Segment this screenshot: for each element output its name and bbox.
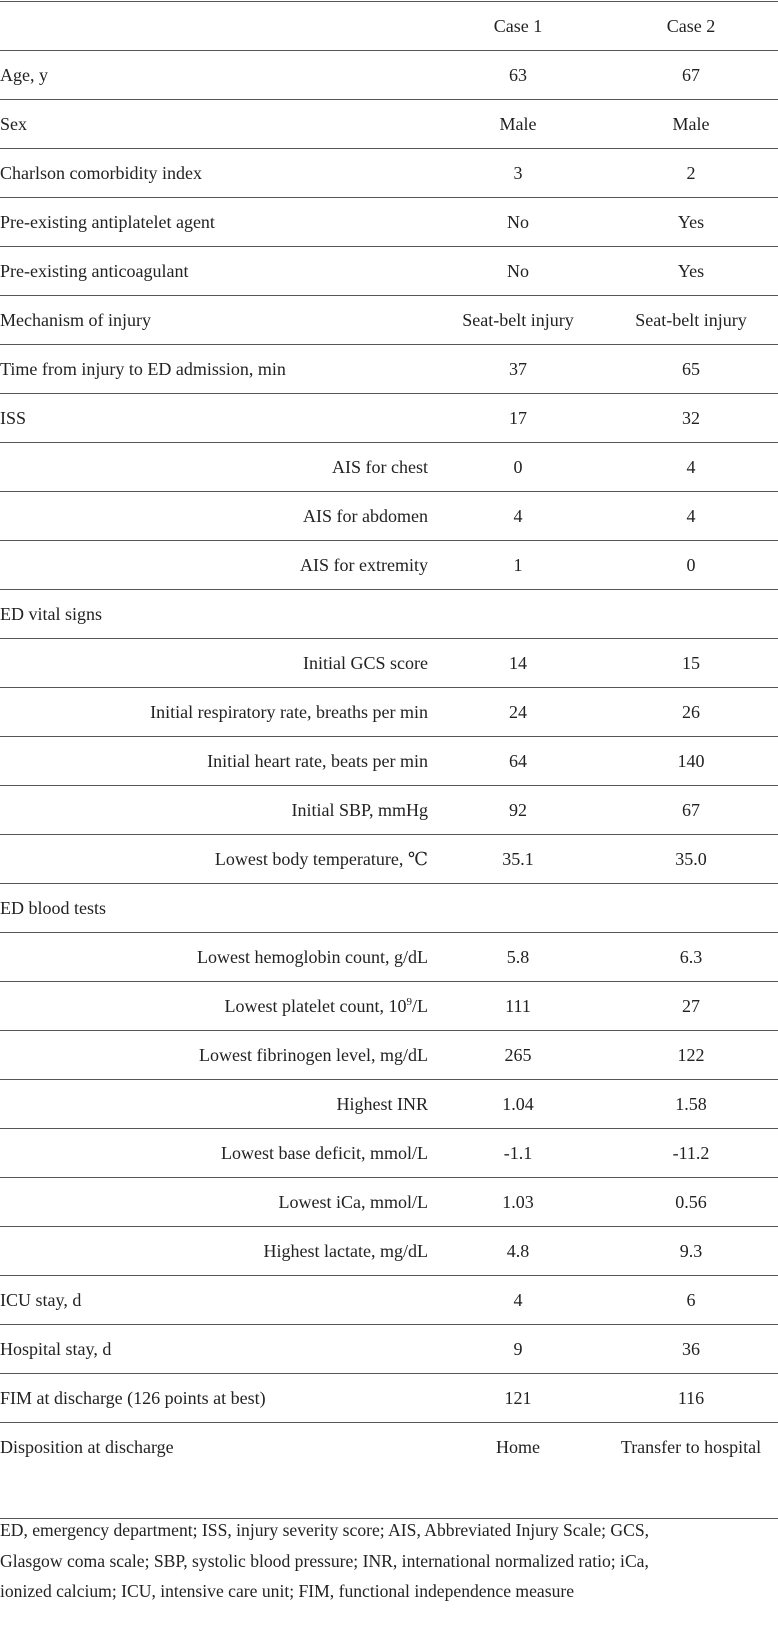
row-label: Lowest iCa, mmol/L	[0, 1178, 432, 1227]
row-label: Pre-existing anticoagulant	[0, 247, 432, 296]
section-label: ED vital signs	[0, 590, 432, 639]
case-comparison-table	[0, 1, 778, 1519]
case-1-value: 265	[432, 1031, 604, 1080]
case-1-value	[432, 884, 604, 933]
case-1-value	[432, 590, 604, 639]
case-2-value	[604, 884, 778, 933]
table-row	[0, 1080, 778, 1129]
case-1-value: Home	[432, 1423, 604, 1519]
case-2-value: 2	[604, 149, 778, 198]
case-1-value: 1.03	[432, 1178, 604, 1227]
case-2-value: 36	[604, 1325, 778, 1374]
case-2-value: Seat-belt injury	[604, 296, 778, 345]
row-label: Age, y	[0, 51, 432, 100]
table-row	[0, 1374, 778, 1423]
case-1-value: 1	[432, 541, 604, 590]
platelet-label-exponent: 9	[406, 996, 412, 1008]
row-label: AIS for abdomen	[0, 492, 432, 541]
section-label: ED blood tests	[0, 884, 432, 933]
table-row	[0, 786, 778, 835]
case-1-value: No	[432, 247, 604, 296]
case-1-value: 121	[432, 1374, 604, 1423]
row-label: Pre-existing antiplatelet agent	[0, 198, 432, 247]
case-1-value: 14	[432, 639, 604, 688]
case-2-value: -11.2	[604, 1129, 778, 1178]
table-row	[0, 1227, 778, 1276]
header-case-2: Case 2	[604, 2, 778, 51]
case-1-value: 1.04	[432, 1080, 604, 1129]
case-2-value: 1.58	[604, 1080, 778, 1129]
case-1-value: 0	[432, 443, 604, 492]
footnote-line: ED, emergency department; ISS, injury severity score; AIS, Abbreviated Injury Scale; GCS,	[0, 1520, 650, 1540]
footnote-line: ionized calcium; ICU, intensive care unit; FIM, functional independence measure	[0, 1581, 575, 1601]
row-label: Initial GCS score	[0, 639, 432, 688]
case-2-value: 67	[604, 786, 778, 835]
row-label: Sex	[0, 100, 432, 149]
table-row	[0, 247, 778, 296]
row-label: Lowest hemoglobin count, g/dL	[0, 933, 432, 982]
table-row	[0, 1178, 778, 1227]
table-row	[0, 1423, 778, 1519]
case-2-value: 32	[604, 394, 778, 443]
table-row	[0, 1129, 778, 1178]
case-1-value: No	[432, 198, 604, 247]
section-row	[0, 884, 778, 933]
case-1-value: 35.1	[432, 835, 604, 884]
table-row	[0, 737, 778, 786]
table-row	[0, 198, 778, 247]
row-label: Time from injury to ED admission, min	[0, 345, 432, 394]
row-label: Lowest base deficit, mmol/L	[0, 1129, 432, 1178]
table-row	[0, 100, 778, 149]
table-row	[0, 443, 778, 492]
case-1-value: 64	[432, 737, 604, 786]
case-2-value: 6.3	[604, 933, 778, 982]
table-row	[0, 149, 778, 198]
case-1-value: 3	[432, 149, 604, 198]
case-1-value: 5.8	[432, 933, 604, 982]
row-label: FIM at discharge (126 points at best)	[0, 1374, 432, 1423]
case-2-value: Yes	[604, 247, 778, 296]
row-label: Highest lactate, mg/dL	[0, 1227, 432, 1276]
case-1-value: 9	[432, 1325, 604, 1374]
table-row	[0, 639, 778, 688]
row-label: Charlson comorbidity index	[0, 149, 432, 198]
case-2-value: Yes	[604, 198, 778, 247]
case-2-value: Transfer to hospital	[604, 1423, 778, 1519]
table-row	[0, 492, 778, 541]
case-1-value: Male	[432, 100, 604, 149]
table-footnote	[0, 1515, 778, 1607]
case-1-value: 4	[432, 492, 604, 541]
row-label: Lowest fibrinogen level, mg/dL	[0, 1031, 432, 1080]
row-label: Disposition at discharge	[0, 1423, 432, 1519]
row-label: AIS for chest	[0, 443, 432, 492]
case-2-value: 67	[604, 51, 778, 100]
row-label: ICU stay, d	[0, 1276, 432, 1325]
case-2-value	[604, 590, 778, 639]
table-row	[0, 835, 778, 884]
row-label: ISS	[0, 394, 432, 443]
table-row	[0, 541, 778, 590]
table-row	[0, 394, 778, 443]
header-label-column	[0, 2, 432, 51]
row-label: Initial heart rate, beats per min	[0, 737, 432, 786]
case-2-value: 9.3	[604, 1227, 778, 1276]
footnote-line: Glasgow coma scale; SBP, systolic blood pressure; INR, international normalized ratio; iCa,	[0, 1550, 649, 1571]
table-row	[0, 933, 778, 982]
table-row	[0, 1031, 778, 1080]
case-2-value: 65	[604, 345, 778, 394]
case-2-value: 140	[604, 737, 778, 786]
case-1-value: 111	[432, 982, 604, 1031]
table-row	[0, 296, 778, 345]
row-label: AIS for extremity	[0, 541, 432, 590]
case-1-value: 92	[432, 786, 604, 835]
platelet-label-prefix: Lowest platelet count, 10	[224, 996, 407, 1016]
table-row	[0, 1325, 778, 1374]
row-label: Initial SBP, mmHg	[0, 786, 432, 835]
case-2-value: 26	[604, 688, 778, 737]
case-2-value: 4	[604, 443, 778, 492]
case-1-value: 4.8	[432, 1227, 604, 1276]
table-row	[0, 688, 778, 737]
case-1-value: 4	[432, 1276, 604, 1325]
table-row	[0, 1276, 778, 1325]
case-2-value: 27	[604, 982, 778, 1031]
case-1-value: -1.1	[432, 1129, 604, 1178]
case-2-value: 0	[604, 541, 778, 590]
section-row	[0, 590, 778, 639]
case-2-value: 35.0	[604, 835, 778, 884]
case-2-value: 122	[604, 1031, 778, 1080]
header-case-1: Case 1	[432, 2, 604, 51]
case-1-value: 17	[432, 394, 604, 443]
platelet-label-suffix: /L	[412, 996, 428, 1016]
case-2-value: 6	[604, 1276, 778, 1325]
case-1-value: Seat-belt injury	[432, 296, 604, 345]
table-row	[0, 982, 778, 1031]
row-label: Lowest body temperature, ℃	[0, 835, 432, 884]
row-label	[0, 982, 432, 1031]
case-2-value: Male	[604, 100, 778, 149]
case-1-value: 63	[432, 51, 604, 100]
row-label: Initial respiratory rate, breaths per min	[0, 688, 432, 737]
case-2-value: 116	[604, 1374, 778, 1423]
case-2-value: 0.56	[604, 1178, 778, 1227]
row-label: Highest INR	[0, 1080, 432, 1129]
case-2-value: 4	[604, 492, 778, 541]
row-label: Mechanism of injury	[0, 296, 432, 345]
case-2-value: 15	[604, 639, 778, 688]
table-header-row	[0, 2, 778, 51]
case-1-value: 37	[432, 345, 604, 394]
table-row	[0, 345, 778, 394]
table-row	[0, 51, 778, 100]
case-1-value: 24	[432, 688, 604, 737]
row-label: Hospital stay, d	[0, 1325, 432, 1374]
